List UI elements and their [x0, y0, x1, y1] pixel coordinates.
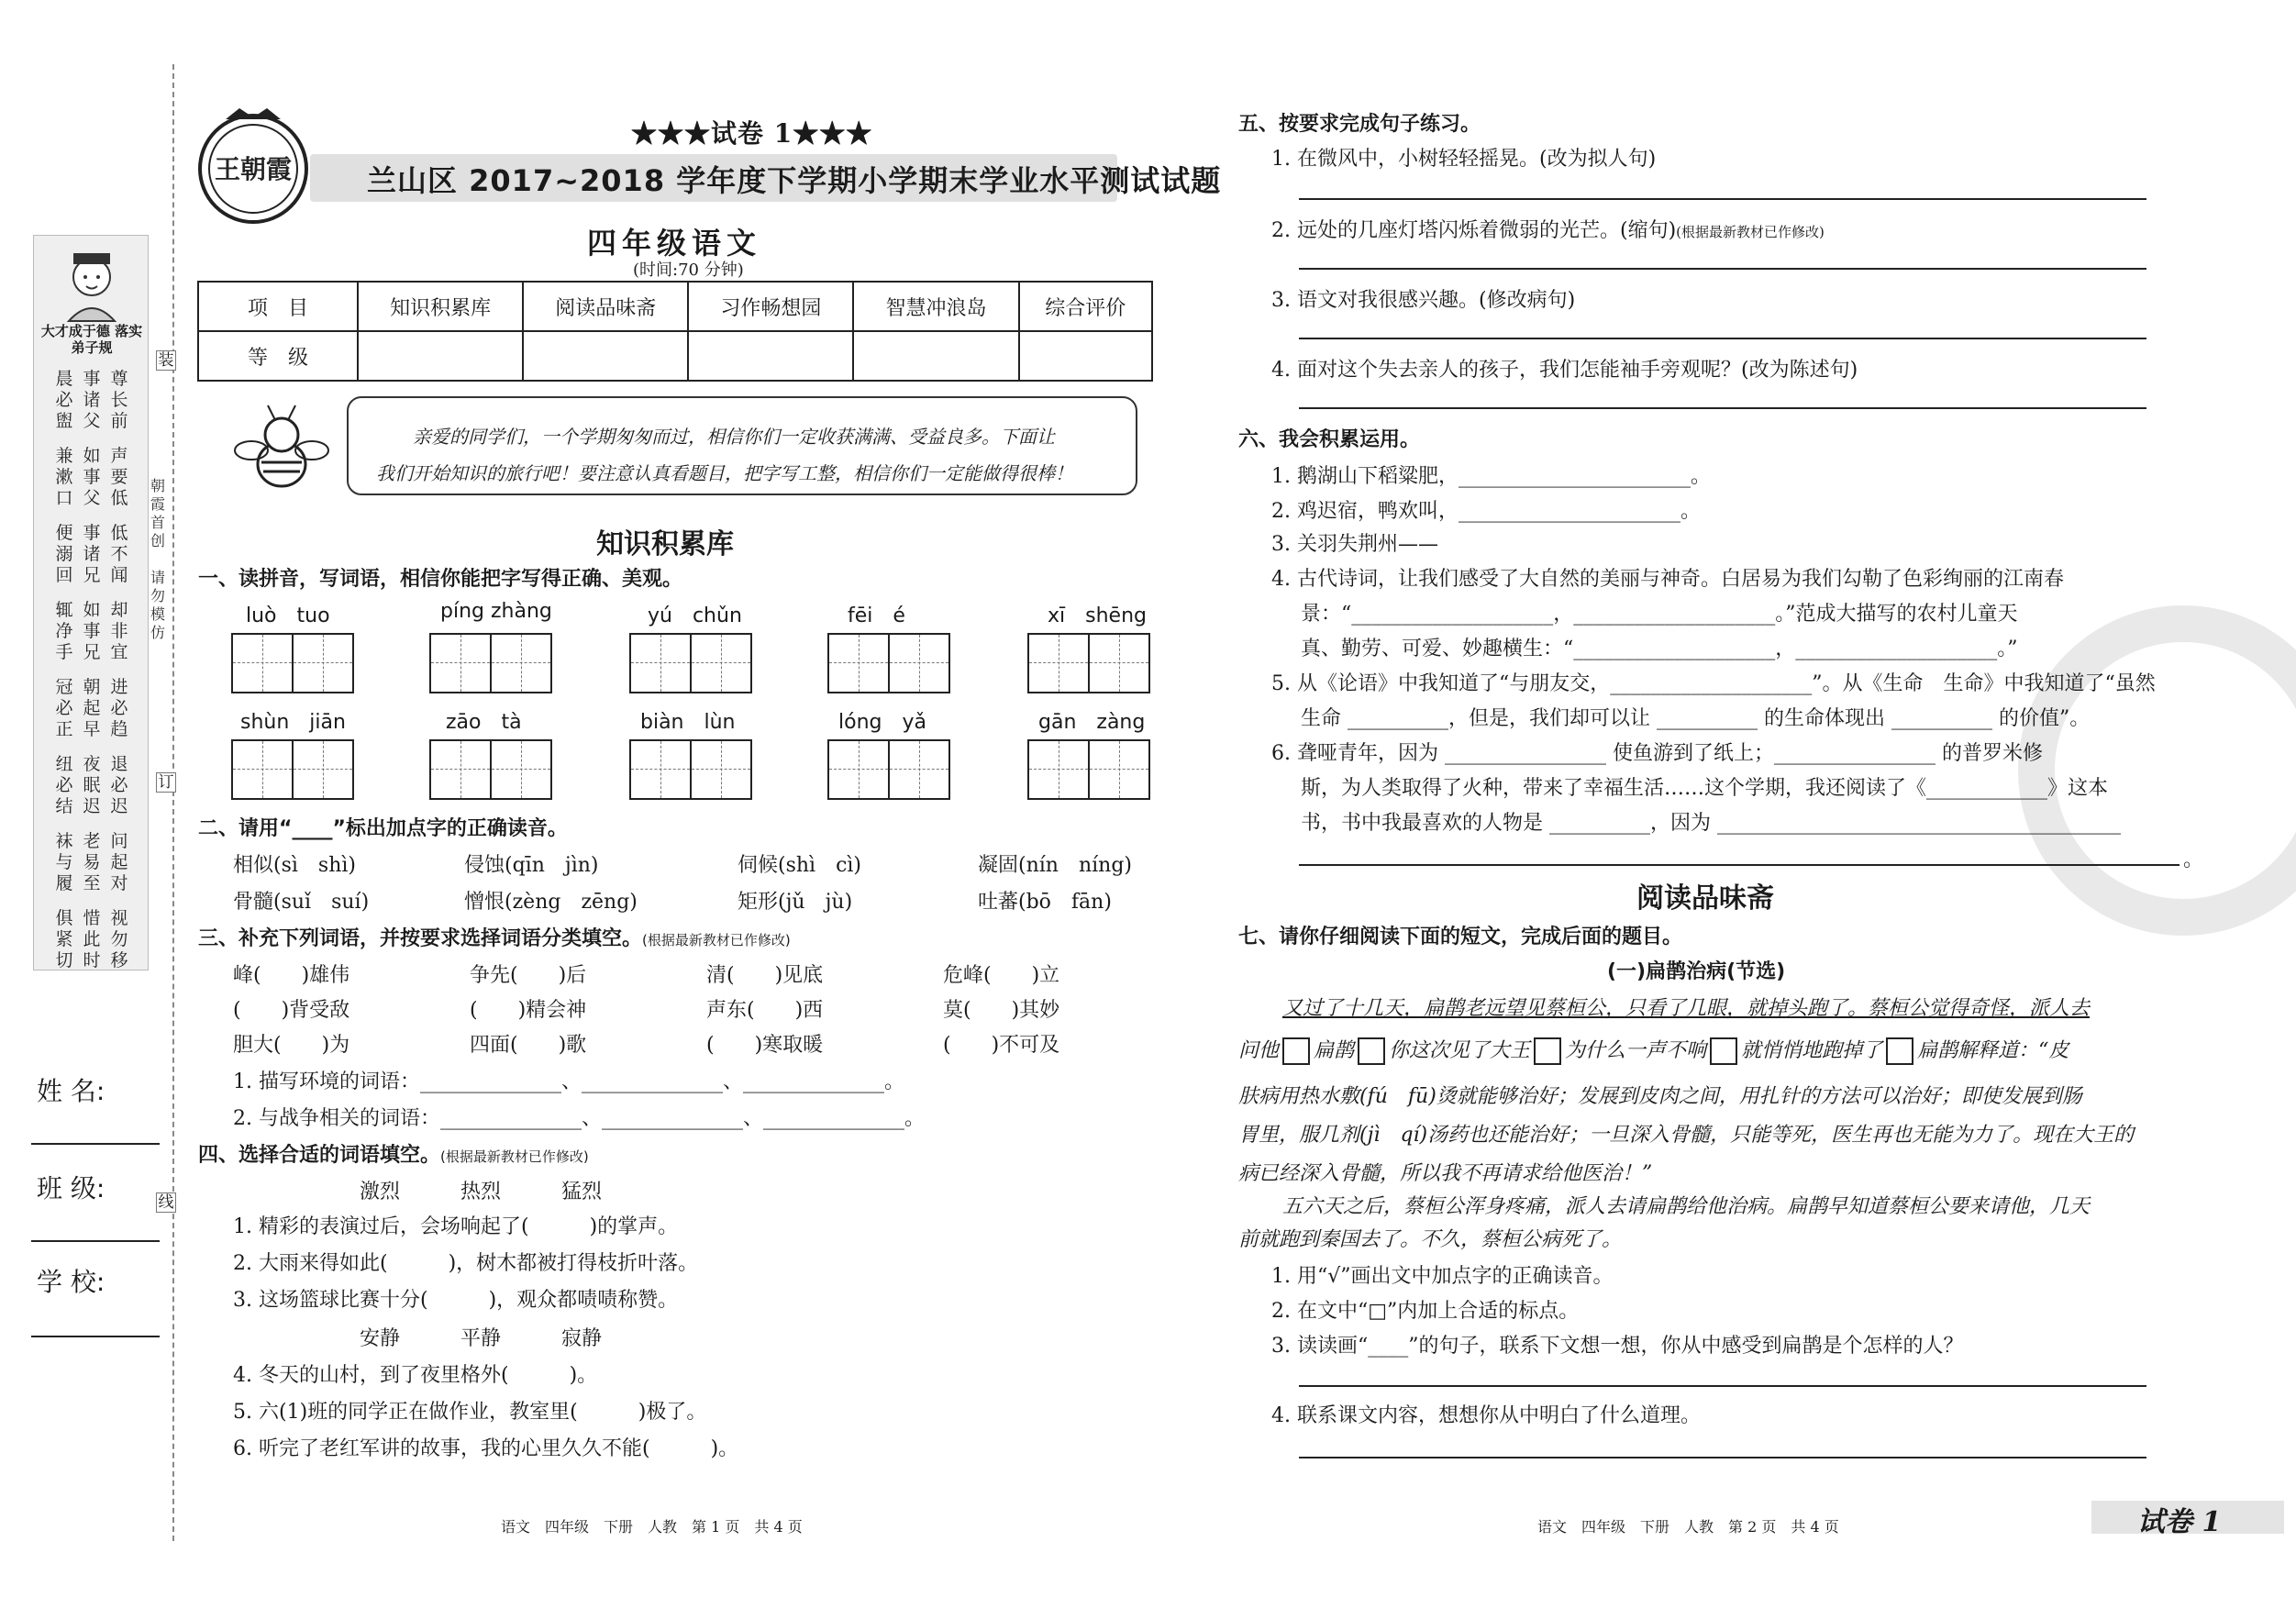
motto-column: 事诸父 [83, 369, 101, 431]
school-label: 学 校: [37, 1267, 105, 1297]
char-grid[interactable] [827, 739, 950, 800]
passage-line-4: 胃里，服几剂(jì qí)汤药也还能治好；一旦深入骨髓，只能等死，医生再也无能为力了。现在大王的 [1238, 1124, 2135, 1147]
q5-item-2-note: (根据最新教材已作修改) [1676, 224, 1825, 240]
motto-column: 声要低 [110, 446, 128, 508]
q6-line-3[interactable]: 3. 关羽失荆州—— [1271, 533, 1438, 556]
q6-line-5a[interactable]: 5. 从《论语》中我知道了“与朋友交，____________________”。从《生命 生命》中我知道了“虽然 [1271, 672, 2156, 695]
passage-line-5: 病已经深入骨髓，所以我不再请求给他医治！” [1238, 1162, 1653, 1185]
motto-column: 如事父 [83, 446, 101, 508]
char-grid[interactable] [429, 633, 552, 693]
q4-item[interactable]: 6. 听完了老红军讲的故事，我的心里久久不能( )。 [233, 1437, 739, 1460]
time-note: (时间:70 分钟) [633, 261, 744, 280]
motto-column: 如事兄 [83, 600, 101, 662]
q5-item-4: 4. 面对这个失去亲人的孩子，我们怎能袖手旁观呢？(改为陈述句) [1271, 359, 1858, 382]
motto-column: 袜与履 [55, 831, 73, 893]
q3-item[interactable]: ( )寒取暖 [706, 1034, 824, 1057]
char-grid[interactable] [1027, 633, 1150, 693]
q3-item[interactable]: ( )精会神 [470, 999, 587, 1022]
pinyin-4: fēi é [848, 604, 905, 627]
q6-line-4a: 4. 古代诗词，让我们感受了大自然的美丽与神奇。白居易为我们勾勒了色彩绚丽的江南春 [1271, 568, 2064, 591]
name-field[interactable] [31, 1143, 160, 1145]
scholar-avatar-icon [46, 240, 138, 323]
score-header-item: 项 目 [198, 282, 358, 331]
motto-column: 进必趋 [110, 677, 128, 739]
score-header-writing: 习作畅想园 [688, 282, 853, 331]
q2-item[interactable]: 骨髓(suǐ suí) [233, 891, 370, 914]
school-field[interactable] [31, 1336, 160, 1337]
q3-item[interactable]: 清( )见底 [706, 964, 824, 987]
char-grid[interactable] [1027, 739, 1150, 800]
answer-line[interactable] [1299, 407, 2146, 409]
q3-sub-1[interactable]: 1. 描写环境的词语：______________、______________、______________。 [233, 1070, 904, 1093]
q4-title-text: 四、选择合适的词语填空。 [198, 1144, 441, 1167]
pinyin-5: xī shēng [1048, 604, 1147, 627]
q5-item-2-text: 2. 远处的几座灯塔闪烁着微弱的光芒。(缩句) [1271, 219, 1677, 242]
class-label: 班 级: [37, 1173, 105, 1203]
seal-label-ding: 订 [156, 772, 176, 793]
q6-line-5b[interactable]: 生命 __________，但是，我们却可以让 __________ 的生命体现出 __________ 的价值”。 [1301, 707, 2091, 730]
char-grid[interactable] [429, 739, 552, 800]
footer-left: 语文 四年级 下册 人教 第 1 页 共 4 页 [501, 1518, 803, 1536]
q3-title [198, 923, 791, 951]
exam-title: 兰山区 2017~2018 学年度下学期小学期末学业水平测试试题 [367, 163, 1222, 198]
q4-item[interactable]: 4. 冬天的山村，到了夜里格外( )。 [233, 1364, 598, 1387]
answer-line[interactable] [1299, 864, 2180, 866]
q6-line-1[interactable]: 1. 鹅湖山下稻粱肥，_______________________。 [1271, 465, 1711, 488]
score-cell[interactable] [523, 331, 688, 381]
q6-line-6b[interactable]: 斯，为人类取得了火种，带来了幸福生活……这个学期，我还阅读了《____________》这本 [1301, 777, 2109, 800]
pinyin-1: luò tuo [246, 604, 330, 627]
q7-sub-4: 4. 联系课文内容，想想你从中明白了什么道理。 [1271, 1404, 1701, 1427]
motto-column: 问起对 [110, 831, 128, 893]
q2-title: 二、请用“____”标出加点字的正确读音。 [198, 817, 568, 840]
intro-line-1: 亲爱的同学们，一个学期匆匆而过，相信你们一定收获满满、受益良多。下面让 [413, 426, 1055, 448]
vertical-note-2: 请勿模仿 [150, 569, 166, 641]
q4-note: (根据最新教材已作修改) [440, 1148, 589, 1165]
motto-column: 便溺回 [55, 523, 73, 585]
q4-item[interactable]: 1. 精彩的表演过后，会场响起了( )的掌声。 [233, 1215, 679, 1238]
score-cell[interactable] [853, 331, 1018, 381]
q6-title: 六、我会积累运用。 [1238, 428, 1421, 451]
motto-column: 退必迟 [110, 754, 128, 816]
q2-item[interactable]: 矩形(jǔ jù) [738, 891, 853, 914]
subject-title: 四年级语文 [587, 226, 762, 261]
q7-title: 七、请你仔细阅读下面的短文，完成后面的题目。 [1238, 926, 1683, 948]
q3-title-text: 三、补充下列词语，并按要求选择词语分类填空。 [198, 927, 643, 950]
char-grid[interactable] [629, 739, 752, 800]
passage-frag: 扁鹊解释道：“皮 [1917, 1039, 2069, 1062]
intro-line-2: 我们开始知识的旅行吧！要注意认真看题目，把字写工整，相信你们一定能做得很棒！ [376, 462, 1073, 484]
motto-column: 兼漱口 [55, 446, 73, 508]
score-grade-label: 等 级 [198, 331, 358, 381]
q3-sub-2[interactable]: 2. 与战争相关的词语：______________、______________、______________。 [233, 1107, 925, 1130]
q4-item[interactable]: 5. 六(1)班的同学正在做作业，教室里( )极了。 [233, 1401, 707, 1424]
q1-title: 一、读拼音，写词语，相信你能把字写得正确、美观。 [198, 568, 683, 591]
bee-mascot-icon [231, 400, 332, 501]
q3-note: (根据最新教材已作修改) [642, 932, 791, 948]
vertical-note-1: 朝霞首创 [150, 477, 166, 549]
q2-item[interactable]: 相似(sì shì) [233, 854, 356, 877]
pinyin-2: píng zhàng [440, 600, 552, 623]
q2-item[interactable]: 侵蚀(qīn jìn) [464, 854, 599, 877]
q3-item[interactable]: 莫( )其妙 [943, 999, 1060, 1022]
q2-item[interactable]: 憎恨(zèng zēng) [464, 891, 638, 914]
passage-line-2 [1238, 1035, 2069, 1065]
answer-line[interactable] [1299, 1457, 2146, 1458]
char-grid[interactable] [827, 633, 950, 693]
q2-item[interactable]: 凝固(nín níng) [978, 854, 1132, 877]
cut-line [172, 64, 174, 1541]
score-header-knowledge: 知识积累库 [358, 282, 523, 331]
q4-item[interactable]: 3. 这场篮球比赛十分( )，观众都啧啧称赞。 [233, 1289, 679, 1312]
q6-line-4b[interactable]: 景：“____________________，____________________。”范成大描写的农村儿童天 [1301, 603, 2018, 626]
passage-frag: 就悄悄地跑掉了 [1741, 1039, 1883, 1062]
motto-column: 晨必盥 [55, 369, 73, 431]
passage-line-6: 五六天之后，蔡桓公浑身疼痛，派人去请扁鹊给他治病。扁鹊早知道蔡桓公要来请他，几天 [1282, 1195, 2091, 1218]
q6-line-6c[interactable]: 书，书中我最喜欢的人物是 __________，因为 ________________________________________ [1301, 812, 2121, 835]
q3-item[interactable]: 声东( )西 [706, 999, 824, 1022]
motto-column: 冠必正 [55, 677, 73, 739]
pinyin-9: lóng yǎ [838, 711, 926, 734]
exam-badge-text: 试卷 1 [2137, 1506, 2222, 1538]
q3-item[interactable]: 峰( )雄伟 [233, 964, 350, 987]
section-title-reading: 阅读品味斋 [1636, 882, 1774, 915]
char-grid[interactable] [231, 739, 354, 800]
pinyin-6: shùn jiān [240, 711, 346, 734]
seal-label-zhuang: 装 [156, 350, 176, 371]
motto-column: 朝起早 [83, 677, 101, 739]
motto-column: 事诸兄 [83, 523, 101, 585]
q3-item[interactable]: 四面( )歌 [470, 1034, 587, 1057]
motto-column: 尊长前 [110, 369, 128, 431]
score-cell[interactable] [1019, 331, 1152, 381]
pinyin-7: zāo tà [446, 711, 522, 734]
char-grid[interactable] [629, 633, 752, 693]
motto-column: 老易至 [83, 831, 101, 893]
pinyin-8: biàn lùn [640, 711, 736, 734]
q5-item-3: 3. 语文对我很感兴趣。(修改病句) [1271, 289, 1576, 312]
motto-column: 辄净手 [55, 600, 73, 662]
q3-item[interactable]: ( )背受敌 [233, 999, 350, 1022]
q7-sub-1: 1. 用“√”画出文中加点字的正确读音。 [1271, 1265, 1614, 1288]
motto-column: 夜眠迟 [83, 754, 101, 816]
q5-item-1: 1. 在微风中，小树轻轻摇晃。(改为拟人句) [1271, 148, 1657, 171]
motto-column: 纽必结 [55, 754, 73, 816]
section-title-knowledge: 知识积累库 [596, 528, 734, 560]
q3-item[interactable]: 危峰( )立 [943, 964, 1060, 987]
q4-title [198, 1139, 589, 1168]
q6-line-4c[interactable]: 真、勤劳、可爱、妙趣横生：“____________________，____________________。” [1301, 638, 2018, 660]
pinyin-3: yú chǔn [648, 604, 742, 627]
passage-line-7: 前就跑到秦国去了。不久，蔡桓公病死了。 [1238, 1228, 1623, 1251]
q7-sub-2: 2. 在文中“□”内加上合适的标点。 [1271, 1300, 1580, 1323]
answer-line[interactable] [1299, 1385, 2146, 1387]
exam-tag: ★★★试卷 1★★★ [631, 118, 873, 149]
answer-line[interactable] [1299, 338, 2146, 339]
punct-box[interactable] [1710, 1037, 1737, 1065]
motto-column: 俱紧切 [55, 908, 73, 970]
score-header-wisdom: 智慧冲浪岛 [853, 282, 1018, 331]
watermark-seal [2018, 605, 2296, 936]
publisher-logo [189, 99, 317, 227]
q3-item[interactable]: ( )不可及 [943, 1034, 1060, 1057]
q2-item[interactable]: 吐蕃(bō fān) [978, 891, 1112, 914]
q6-line-6a[interactable]: 6. 聋哑青年，因为 ________________ 使鱼游到了纸上；________________ 的普罗米修 [1271, 742, 2043, 765]
motto-text: 大才成于德 落实弟子规 [40, 323, 143, 356]
punct-box[interactable] [1358, 1037, 1385, 1065]
motto-column: 低不闻 [110, 523, 128, 585]
score-cell[interactable] [688, 331, 853, 381]
answer-line[interactable] [1299, 268, 2146, 270]
passage-title: (一)扁鹊治病(节选) [1607, 960, 1786, 983]
motto-column: 视勿移 [110, 908, 128, 970]
footer-right: 语文 四年级 下册 人教 第 2 页 共 4 页 [1537, 1518, 1839, 1536]
punct-box[interactable] [1534, 1037, 1561, 1065]
q6-line-6d: 。 [2183, 848, 2204, 871]
passage-line-1: 又过了十几天，扁鹊老远望见蔡桓公，只看了几眼，就掉头跑了。蔡桓公觉得奇怪，派人去 [1282, 997, 2091, 1020]
score-header-reading: 阅读品味斋 [523, 282, 688, 331]
intro-text [376, 418, 1128, 492]
q3-item[interactable]: 胆大( )为 [233, 1034, 350, 1057]
q7-sub-3: 3. 读读画“____”的句子，联系下文想一想，你从中感受到扁鹊是个怎样的人？ [1271, 1335, 1964, 1358]
score-cell[interactable] [358, 331, 523, 381]
logo-text: 王朝霞 [214, 154, 293, 184]
passage-line-3: 肤病用热水敷(fú fū)烫就能够治好；发展到皮肉之间，用扎针的方法可以治好；即使发展到肠 [1238, 1085, 2082, 1108]
answer-line[interactable] [1299, 198, 2146, 200]
score-header-overall: 综合评价 [1019, 282, 1152, 331]
punct-box[interactable] [1282, 1037, 1310, 1065]
pinyin-10: gān zàng [1038, 711, 1146, 734]
motto-column: 惜此时 [83, 908, 101, 970]
score-table [197, 281, 1153, 382]
q4-word-bank-2: 安静 平静 寂静 [360, 1327, 603, 1350]
q3-item[interactable]: 争先( )后 [470, 964, 587, 987]
passage-frag: 你这次见了大王 [1389, 1039, 1531, 1062]
passage-frag: 扁鹊 [1314, 1039, 1355, 1062]
q2-item[interactable]: 伺候(shì cì) [738, 854, 862, 877]
q6-line-2[interactable]: 2. 鸡迟宿，鸭欢叫，______________________。 [1271, 500, 1701, 523]
class-field[interactable] [31, 1240, 160, 1242]
passage-frag: 为什么一声不响 [1565, 1039, 1707, 1062]
q5-title: 五、按要求完成句子练习。 [1238, 113, 1481, 136]
seal-label-xian: 线 [156, 1192, 176, 1213]
motto-column: 却非宜 [110, 600, 128, 662]
q5-item-2 [1271, 215, 1825, 243]
q4-word-bank-1: 激烈 热烈 猛烈 [360, 1181, 603, 1203]
q4-item[interactable]: 2. 大雨来得如此( )，树木都被打得枝折叶落。 [233, 1252, 699, 1275]
char-grid[interactable] [231, 633, 354, 693]
passage-frag: 问他 [1238, 1039, 1280, 1062]
punct-box[interactable] [1886, 1037, 1913, 1065]
name-label: 姓 名: [37, 1076, 105, 1106]
